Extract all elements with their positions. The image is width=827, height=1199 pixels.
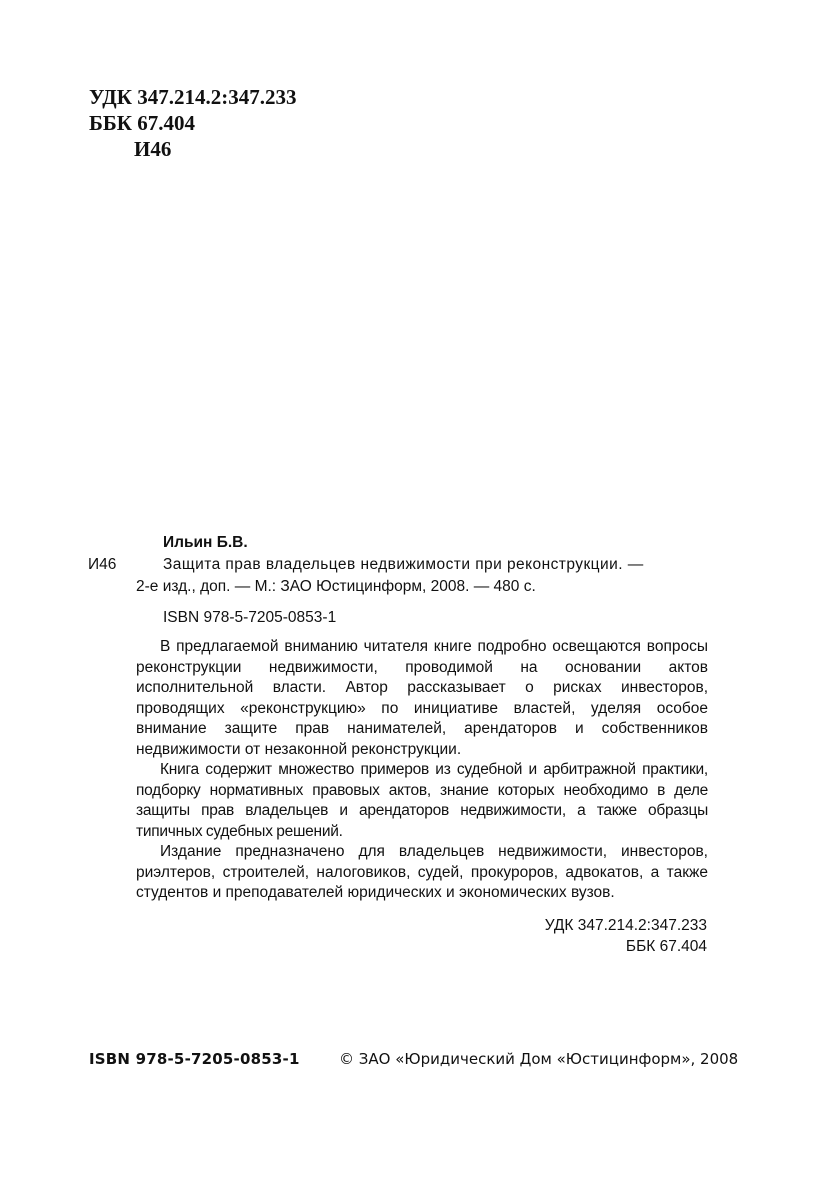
author-mark-code: И46 [88, 556, 117, 573]
abstract-paragraph-3: Издание предназначено для владельцев недвижимости, инвесторов, риэлтеров, строителей, налоговиков, судей, прокуроров, адвокатов, а также студентов и преподавателей юридических и экономических вузов. [136, 843, 708, 901]
abstract [136, 637, 708, 904]
udk-code: УДК 347.214.2:347.233 [89, 85, 297, 109]
author-name: Ильин Б.В. [163, 534, 248, 551]
copyright-notice: © ЗАО «Юридический Дом «Юстицинформ», 2008 [339, 1050, 739, 1068]
author-mark: И46 [134, 137, 172, 161]
card-bbk-code: ББК 67.404 [625, 937, 707, 955]
card-udk-code: УДК 347.214.2:347.233 [544, 917, 707, 934]
card-classification-codes [400, 916, 707, 957]
classification-block [89, 84, 296, 162]
book-title-line-2: 2-е изд., доп. — М.: ЗАО Юстицинформ, 2008. — 480 с. [136, 578, 536, 595]
abstract-paragraph-2: Книга содержит множество примеров из судебной и арбитражной практики, подборку нормативных правовых актов, знание которых необходимо в деле защиты прав владельцев и арендаторов недвижимости, а также образцы типичных судебных решений. [136, 761, 708, 840]
book-title-line-1: Защита прав владельцев недвижимости при реконструкции. — [163, 556, 644, 573]
footer-isbn: ISBN 978-5-7205-0853-1 [89, 1050, 300, 1068]
card-isbn: ISBN 978-5-7205-0853-1 [163, 609, 337, 626]
bbk-code: ББК 67.404 [89, 111, 195, 135]
abstract-paragraph-1: В предлагаемой вниманию читателя книге подробно освещаются вопросы реконструкции недвижимости, проводимой на основании актов исполнительной власти. Автор рассказывает о рисках инвесторов, проводящих «реконструкцию» по инициативе властей, уделяя особое внимание защите прав нанимателей, арендаторов и собственников недвижимости от незаконной реконструкции. [136, 638, 708, 758]
